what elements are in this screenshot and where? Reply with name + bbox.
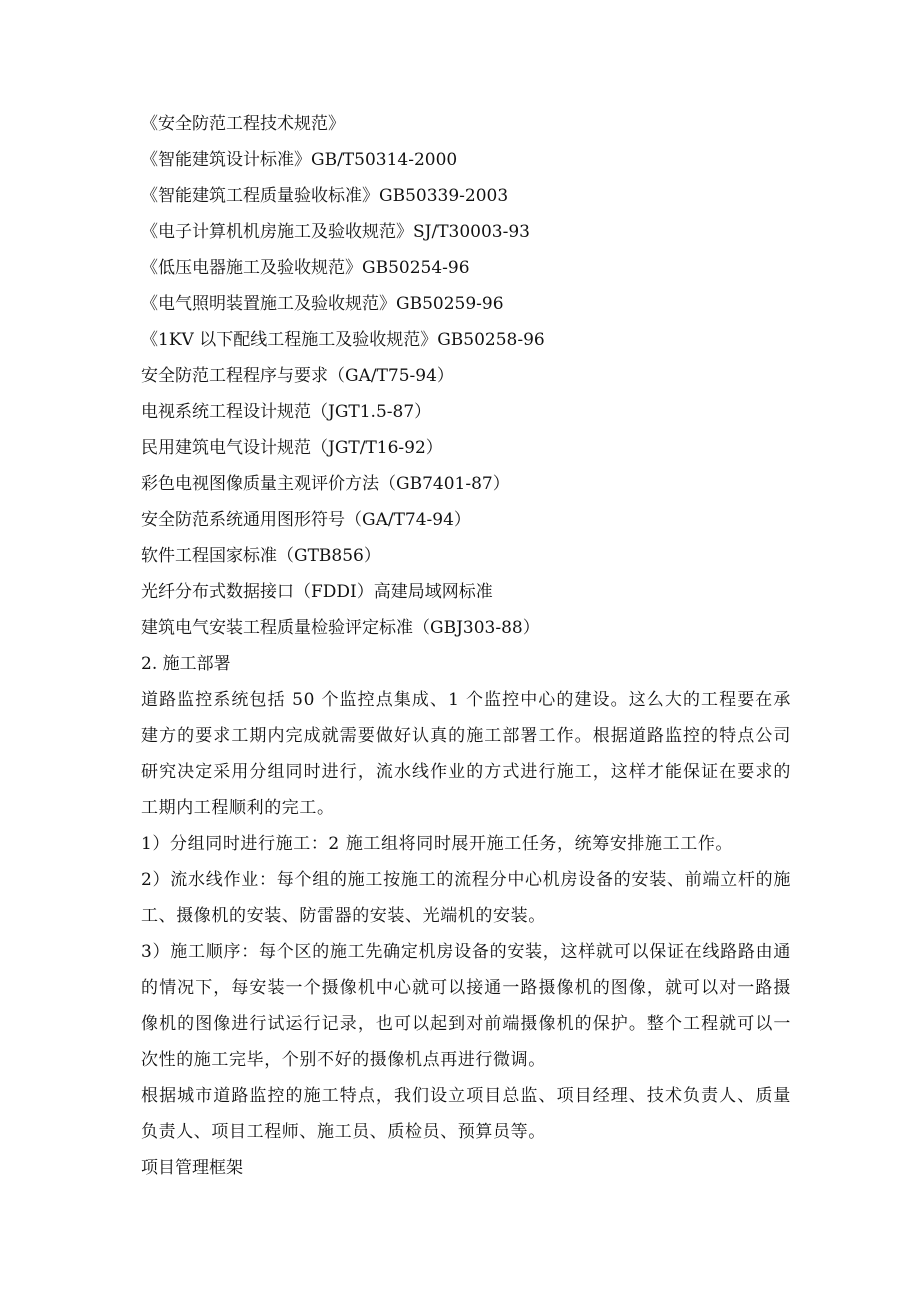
staffing-paragraph: 根据城市道路监控的施工特点，我们设立项目总监、项目经理、技术负责人、质量负责人、项目工程师、施工员、质检员、预算员等。 <box>141 1086 791 1142</box>
reference-item: 民用建筑电气设计规范（JGT/T16-92） <box>141 438 443 458</box>
list-item-grouping: 1）分组同时进行施工：2 施工组将同时展开施工任务，统筹安排施工工作。 <box>141 834 734 854</box>
section-heading: 2. 施工部署 <box>141 654 231 674</box>
document-body <box>141 106 791 1186</box>
reference-item: 《电子计算机机房施工及验收规范》SJ/T30003-93 <box>141 222 530 242</box>
reference-item: 软件工程国家标准（GTB856） <box>141 546 381 566</box>
reference-item: 《智能建筑设计标准》GB/T50314-2000 <box>141 150 458 170</box>
reference-item: 电视系统工程设计规范（JGT1.5-87） <box>141 402 432 422</box>
reference-list <box>141 106 791 646</box>
reference-item: 建筑电气安装工程质量检验评定标准（GBJ303-88） <box>141 618 540 638</box>
reference-item: 光纤分布式数据接口（FDDI）高建局域网标准 <box>141 582 493 602</box>
reference-item: 《电气照明装置施工及验收规范》GB50259-96 <box>141 294 504 314</box>
reference-item: 彩色电视图像质量主观评价方法（GB7401-87） <box>141 474 510 494</box>
framework-heading: 项目管理框架 <box>141 1158 243 1178</box>
intro-paragraph: 道路监控系统包括 50 个监控点集成、1 个监控中心的建设。这么大的工程要在承建方的要求工期内完成就需要做好认真的施工部署工作。根据道路监控的特点公司研究决定采用分组同时进行，流水线作业的方式进行施工，这样才能保证在要求的工期内工程顺利的完工。 <box>141 690 791 818</box>
reference-item: 《安全防范工程技术规范》 <box>141 114 345 134</box>
list-item-pipeline: 2）流水线作业：每个组的施工按施工的流程分中心机房设备的安装、前端立杆的施工、摄像机的安装、防雷器的安装、光端机的安装。 <box>141 870 791 926</box>
reference-item: 《低压电器施工及验收规范》GB50254-96 <box>141 258 470 278</box>
list-item-sequence: 3）施工顺序：每个区的施工先确定机房设备的安装，这样就可以保证在线路路由通的情况下，每安装一个摄像机中心就可以接通一路摄像机的图像，就可以对一路摄像机的图像进行试运行记录，也可以起到对前端摄像机的保护。整个工程就可以一次性的施工完毕，个别不好的摄像机点再进行微调。 <box>141 942 791 1070</box>
reference-item: 《1KV 以下配线工程施工及验收规范》GB50258-96 <box>141 330 545 350</box>
reference-item: 《智能建筑工程质量验收标准》GB50339-2003 <box>141 186 509 206</box>
reference-item: 安全防范系统通用图形符号（GA/T74-94） <box>141 510 471 530</box>
reference-item: 安全防范工程程序与要求（GA/T75-94） <box>141 366 454 386</box>
